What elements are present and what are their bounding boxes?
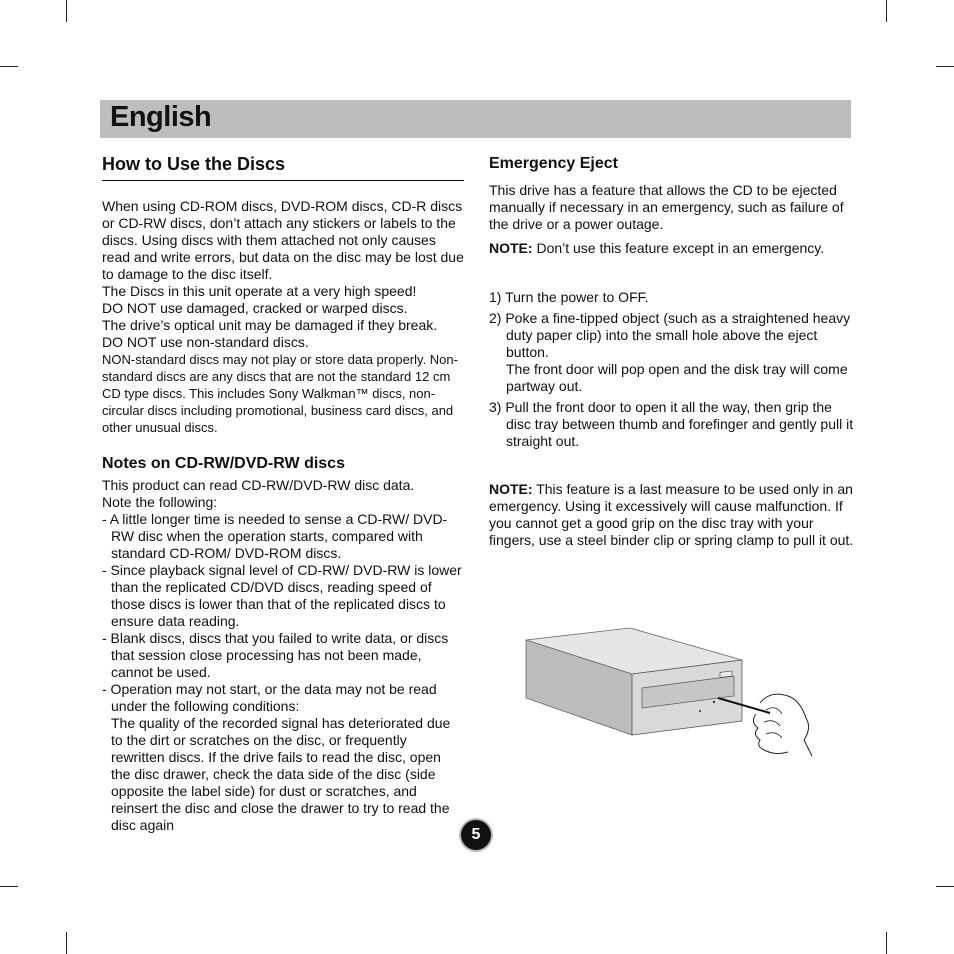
crop-mark (936, 66, 954, 67)
right-column (489, 154, 855, 549)
list-item: - Blank discs, discs that you failed to write data, or discs that session close processing has not been made, cannot be used. (102, 630, 449, 680)
section-title-notes: Notes on CD-RW/DVD-RW discs (102, 455, 345, 472)
notes-lead: Note the following: (102, 494, 218, 510)
crop-mark (936, 886, 954, 887)
list-item: - A little longer time is needed to sense a CD-RW/ DVD-RW disc when the operation starts, compared with standard CD-ROM/ DVD-ROM discs. (102, 511, 448, 561)
list-item: - Operation may not start, or the data may not be read under the following conditions: (102, 681, 437, 714)
step-result: The front door will pop open and the disk tray will come partway out. (506, 361, 848, 394)
note-text: This feature is a last measure to be used only in an emergency. Using it excessively will cause malfunction. If you cannot get a good grip on the disc tray with your fingers, use a steel binder clip or spring clamp to pull it out. (489, 481, 854, 548)
intro-paragraph: When using CD-ROM discs, DVD-ROM discs, CD-R discs or CD-RW discs, don’t attach any stickers or labels to the discs. Using discs with them attached not only causes read and write errors, but data on the disc may be lost due to damage to the disc itself. (102, 198, 464, 282)
list-item: - Since playback signal level of CD-RW/ DVD-RW is lower than the replicated CD/DVD discs, reading speed of those discs is lower than that of the replicated discs to ensure data reading. (102, 562, 462, 629)
damaged-disc-warning: DO NOT use damaged, cracked or warped discs. (102, 300, 408, 316)
crop-mark (886, 0, 887, 22)
nonstandard-note: NON-standard discs may not play or store data properly. Non-standard discs are any discs that are not the standard 12 cm CD type discs. This includes Sony Walkman™ discs, non-circular discs including promotional, business card discs, and other unusual discs. (102, 352, 458, 435)
note-label: NOTE: (489, 481, 533, 497)
eject-intro: This drive has a feature that allows the CD to be ejected manually if necessary in an emergency, such as failure of the drive or a power outage. (489, 182, 844, 232)
conditions-paragraph: The quality of the recorded signal has deteriorated due to the dirt or scratches on the disc, or frequently rewritten discs. If the drive fails to read the disc, open the disc drawer, check the data side of the disc (side opposite the label side) for dust or scratches, and reinsert the disc and close the drawer to try to read the disc again (111, 715, 451, 833)
note-emergency-only (489, 240, 855, 257)
crop-mark (0, 66, 18, 67)
left-column (102, 152, 464, 834)
note-last-measure (489, 481, 855, 549)
note-text: Don’t use this feature except in an emergency. (532, 240, 825, 256)
language-title: English (110, 101, 212, 133)
section-title-emergency-eject: Emergency Eject (489, 155, 618, 172)
crop-mark (0, 886, 18, 887)
nonstandard-warning: DO NOT use non-standard discs. (102, 334, 309, 350)
notes-intro: This product can read CD-RW/DVD-RW disc data. (102, 477, 415, 493)
list-item: 2) Poke a fine-tipped object (such as a straightened heavy duty paper clip) into the small hole above the eject button. (489, 310, 851, 360)
list-item: 1) Turn the power to OFF. (489, 289, 649, 305)
crop-mark (886, 932, 887, 954)
crop-mark (66, 932, 67, 954)
list-item: 3) Pull the front door to open it all the way, then grip the disc tray between thumb and forefinger and gently pull it straight out. (489, 399, 854, 449)
speed-warning: The Discs in this unit operate at a very high speed! (102, 283, 417, 299)
drive-eject-illustration (520, 618, 820, 768)
page-number: 5 (461, 820, 491, 850)
section-title-how-to-use: How to Use the Discs (102, 152, 464, 181)
language-banner (100, 100, 851, 138)
crop-mark (66, 0, 67, 22)
optical-unit-warning: The drive’s optical unit may be damaged if they break. (102, 317, 438, 333)
note-label: NOTE: (489, 240, 533, 256)
